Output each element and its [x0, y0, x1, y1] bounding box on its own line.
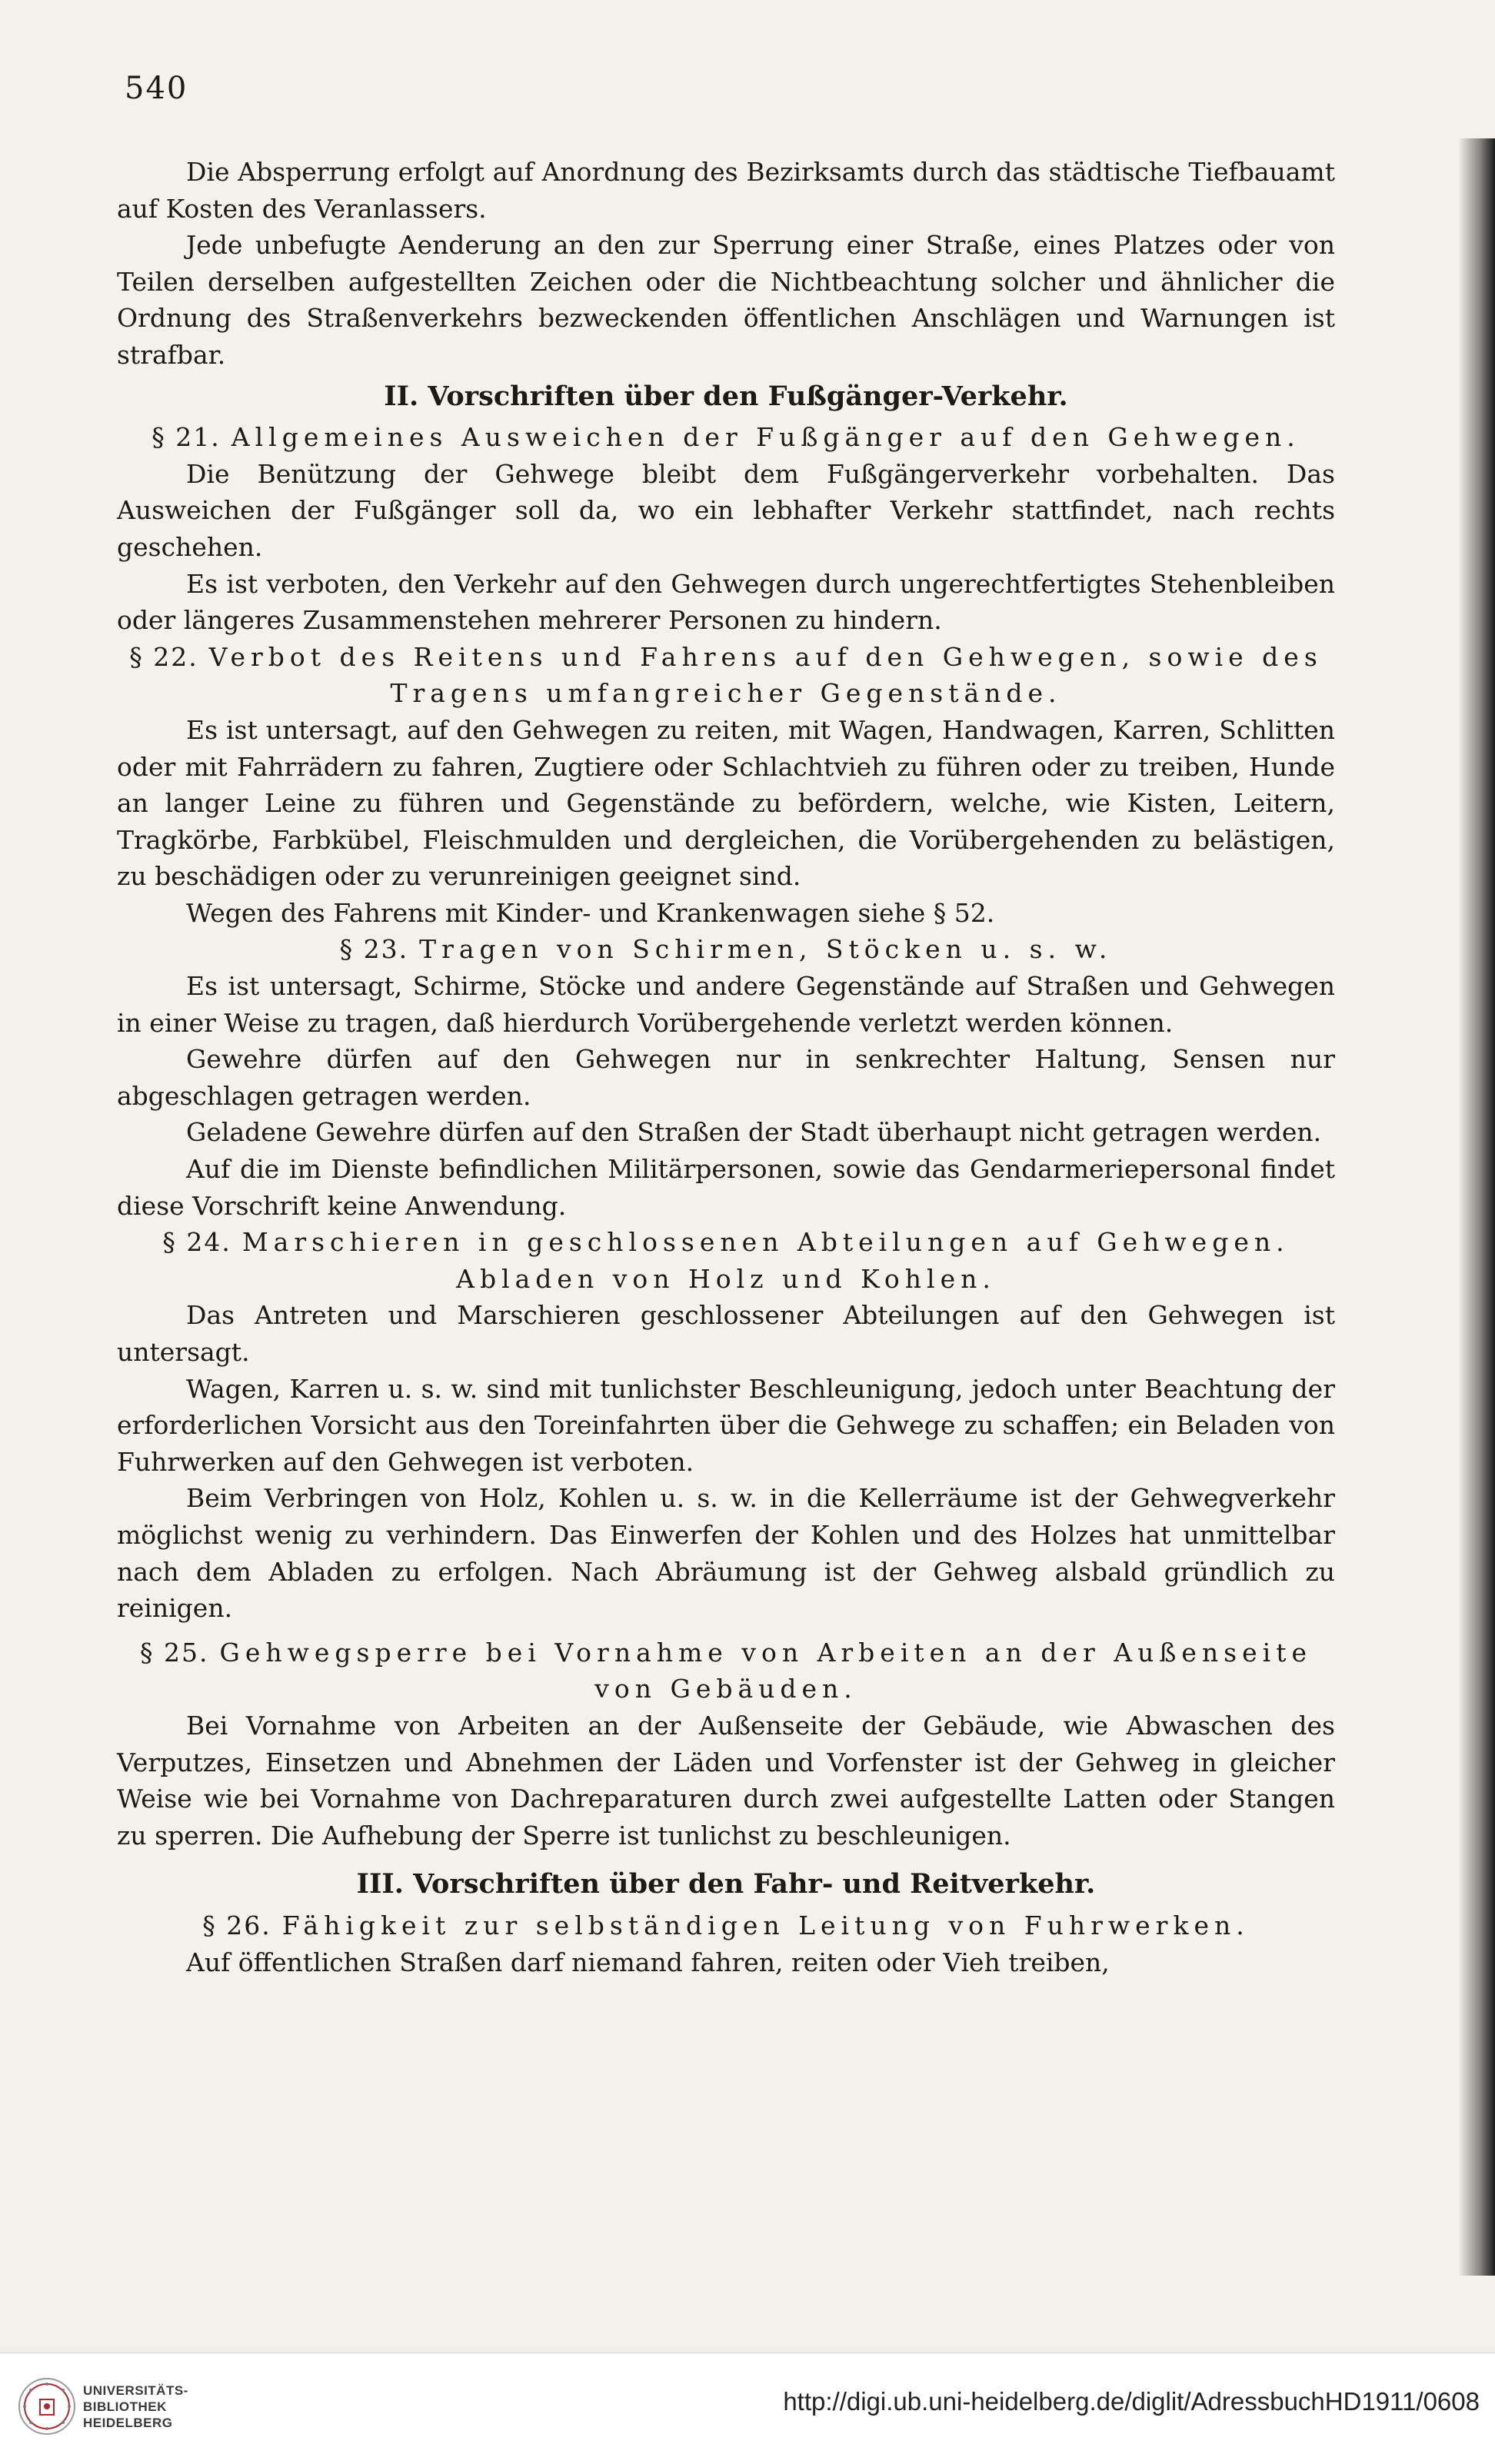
part-heading: III. Vorschriften über den Fahr- und Reitverkehr.: [356, 1868, 1096, 1900]
section-title: Gehwegsperre bei Vornahme von Arbeiten an der Außenseite von Gebäuden.: [219, 1637, 1312, 1704]
section-title: Verbot des Reitens und Fahrens auf den Gehwegen, sowie des Tragens umfangreicher Gegenstände.: [208, 641, 1323, 709]
paragraph: Geladene Gewehre dürfen auf den Straßen der Stadt überhaupt nicht getragen werden.: [186, 1117, 1322, 1148]
section-heading: [117, 639, 1335, 712]
section-number: § 26.: [202, 1910, 271, 1940]
section-number: § 23.: [339, 934, 409, 965]
logo-line: UNIVERSITÄTS-: [83, 2383, 188, 2398]
paragraph: Auf die im Dienste befindlichen Militärpersonen, sowie das Gendarmeriepersonal findet diese Vorschrift keine Anwendung.: [117, 1154, 1335, 1221]
binding-shadow: [1458, 138, 1495, 2276]
section-heading: [117, 1224, 1335, 1297]
library-seal-icon: [17, 2376, 77, 2436]
paragraph: Bei Vornahme von Arbeiten an der Außenseite der Gebäude, wie Abwaschen des Verputzes, Einsetzen und Abnehmen der Läden und Vorfenster ist der Gehweg in gleicher Weise wie bei Vornahme von Dachreparaturen durch zwei aufgestellte Latten oder Stangen zu sperren. Die Aufhebung der Sperre ist tunlichst zu beschleunigen.: [117, 1710, 1335, 1850]
paragraph: Gewehre dürfen auf den Gehwegen nur in senkrechter Haltung, Sensen nur abgeschlagen getragen werden.: [117, 1044, 1335, 1111]
library-logo[interactable]: [17, 2370, 201, 2444]
section-number: § 24.: [162, 1227, 231, 1258]
section-number: § 21.: [151, 422, 221, 453]
paragraph: Die Absperrung erfolgt auf Anordnung des Bezirksamts durch das städtische Tiefbauamt auf Kosten des Veranlassers.: [117, 157, 1335, 224]
page-number: 540: [125, 71, 188, 106]
spacer: [117, 1627, 1335, 1634]
paragraph: Die Benützung der Gehwege bleibt dem Fußgängerverkehr vorbehalten. Das Ausweichen der Fußgänger soll da, wo ein lebhafter Verkehr stattfindet, nach rechts geschehen.: [117, 458, 1335, 562]
paragraph: Es ist untersagt, auf den Gehwegen zu reiten, mit Wagen, Handwagen, Karren, Schlitten oder mit Fahrrädern zu fahren, Zugtiere oder Schlachtvieh zu führen oder zu treiben, Hunde an langer Leine zu führen und Gegenstände zu befördern, welche, wie Kisten, Leitern, Tragkörbe, Farbkübel, Fleischmulden und dergleichen, die Vorübergehenden zu belästigen, zu beschädigen oder zu verunreinigen geeignet sind.: [117, 714, 1335, 892]
section-title: Tragen von Schirmen, Stöcken u. s. w.: [419, 934, 1113, 965]
paragraph: Beim Verbringen von Holz, Kohlen u. s. w. in die Kellerräume ist der Gehwegverkehr möglichst wenig zu verhindern. Das Einwerfen der Kohlen und des Holzes hat unmittelbar nach dem Abladen zu erfolgen. Nach Abräumung ist der Gehweg alsbald gründlich zu reinigen.: [117, 1483, 1335, 1624]
source-url-link[interactable]: http://digi.ub.uni-heidelberg.de/diglit/AdressbuchHD1911/0608: [783, 2387, 1480, 2416]
document-body: [117, 154, 1335, 1980]
logo-line: BIBLIOTHEK: [83, 2399, 167, 2414]
section-title: Marschieren in geschlossenen Abteilungen auf Gehwegen. Abladen von Holz und Kohlen.: [241, 1227, 1290, 1294]
paragraph: Wagen, Karren u. s. w. sind mit tunlichster Beschleunigung, jedoch unter Beachtung der erforderlichen Vorsicht aus den Toreinfahrten über die Gehwege zu schaffen; ein Beladen von Fuhrwerken auf den Gehwegen ist verboten.: [117, 1373, 1335, 1477]
paragraph: Es ist untersagt, Schirme, Stöcke und andere Gegenstände auf Straßen und Gehwegen in einer Weise zu tragen, daß hierdurch Vorübergehende verletzt werden können.: [117, 971, 1335, 1038]
section-heading: [117, 1907, 1335, 1944]
paragraph: Jede unbefugte Aenderung an den zur Sperrung einer Straße, eines Platzes oder von Teilen derselben aufgestellten Zeichen oder die Nichtbeachtung solcher und ähnlicher die Ordnung des Straßenverkehrs bezweckenden öffentlichen Anschlägen und Warnungen ist strafbar.: [117, 230, 1335, 370]
viewer-footer: [0, 2353, 1495, 2464]
paragraph: Auf öffentlichen Straßen darf niemand fahren, reiten oder Vieh treiben,: [186, 1947, 1110, 1977]
section-heading: [117, 419, 1335, 456]
part-heading: II. Vorschriften über den Fußgänger-Verkehr.: [384, 380, 1068, 412]
library-name: [83, 2383, 188, 2431]
logo-line: HEIDELBERG: [83, 2416, 173, 2430]
section-title: Fähigkeit zur selbständigen Leitung von Fuhrwerken.: [281, 1910, 1250, 1940]
section-heading: [117, 1634, 1335, 1708]
section-title: Allgemeines Ausweichen der Fußgänger auf den Gehwegen.: [231, 422, 1300, 453]
spacer: [117, 1854, 1335, 1861]
section-heading: [117, 931, 1335, 968]
paragraph: Wegen des Fahrens mit Kinder- und Krankenwagen siehe § 52.: [186, 897, 995, 928]
section-number: § 22.: [129, 641, 198, 672]
paragraph: Es ist verboten, den Verkehr auf den Gehwegen durch ungerechtfertigtes Stehenbleiben oder längeres Zusammenstehen mehrerer Personen zu hindern.: [117, 568, 1335, 636]
paragraph: Das Antreten und Marschieren geschlossener Abteilungen auf den Gehwegen ist untersagt.: [117, 1300, 1335, 1367]
section-number: § 25.: [140, 1637, 209, 1668]
